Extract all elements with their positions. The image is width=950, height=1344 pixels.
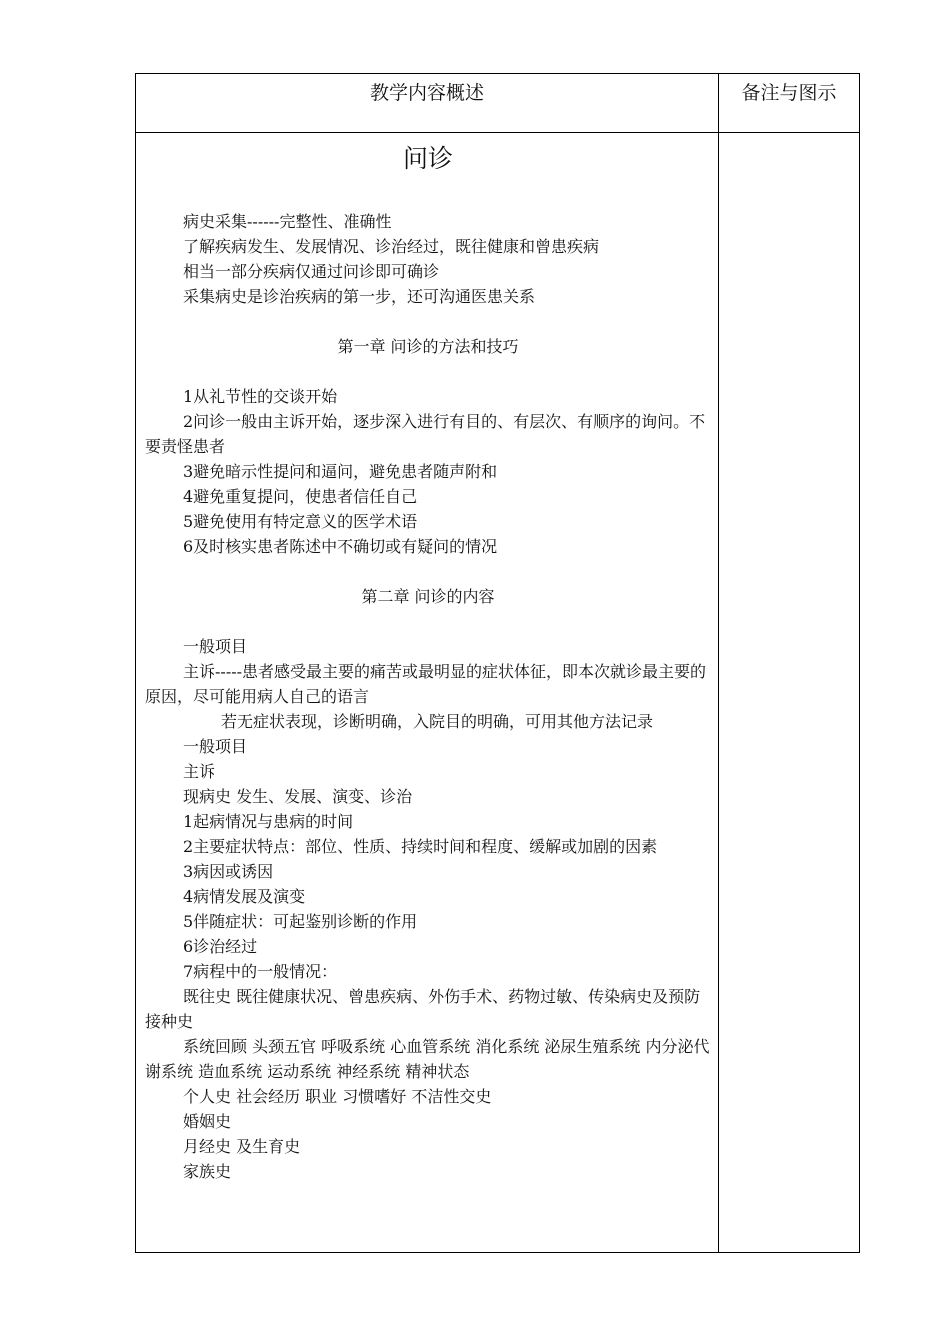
chapter1-item: 3避免暗示性提问和逼问，避免患者随声附和 xyxy=(183,462,498,481)
chapter1-item: 4避免重复提问，使患者信任自己 xyxy=(183,487,418,506)
intro-line: 采集病史是诊治疾病的第一步，还可沟通医患关系 xyxy=(183,287,536,306)
chapter2-item: 6诊治经过 xyxy=(183,937,258,956)
chapter2-item: 月经史 及生育史 xyxy=(183,1137,301,1156)
chapter2-item: 现病史 发生、发展、演变、诊治 xyxy=(183,787,413,806)
chapter2-item: 1起病情况与患病的时间 xyxy=(183,812,354,831)
chapter2-item: 个人史 社会经历 职业 习惯嗜好 不洁性交史 xyxy=(183,1087,492,1106)
chapter2-item: 系统回顾 头颈五官 呼吸系统 心血管系统 消化系统 泌尿生殖系统 内分泌代谢系统 造血系统 运动系统 神经系统 精神状态 xyxy=(145,1037,710,1081)
chapter2-item: 4病情发展及演变 xyxy=(183,887,306,906)
chapter2-item: 一般项目 xyxy=(183,737,248,756)
chapter2-item: 既往史 既往健康状况、曾患疾病、外伤手术、药物过敏、传染病史及预防接种史 xyxy=(145,987,701,1031)
header-notes-figures: 备注与图示 xyxy=(741,82,837,104)
column-divider xyxy=(718,74,719,1252)
chapter1-heading: 第一章 问诊的方法和技巧 xyxy=(337,337,519,356)
chapter2-para: 若无症状表现，诊断明确，入院目的明确，可用其他方法记录 xyxy=(221,712,654,731)
chapter1-item: 5避免使用有特定意义的医学术语 xyxy=(183,512,418,531)
page-title: 问诊 xyxy=(402,144,453,173)
chapter2-item: 3病因或诱因 xyxy=(183,862,274,881)
chapter2-heading: 第二章 问诊的内容 xyxy=(361,587,495,606)
chapter2-item: 主诉 xyxy=(183,762,216,781)
chapter1-item: 1从礼节性的交谈开始 xyxy=(183,387,338,406)
chapter2-item: 2主要症状特点：部位、性质、持续时间和程度、缓解或加剧的因素 xyxy=(183,837,658,856)
chapter2-item: 5伴随症状：可起鉴别诊断的作用 xyxy=(183,912,418,931)
header-content-summary: 教学内容概述 xyxy=(369,82,484,104)
chapter2-para: 一般项目 xyxy=(183,637,248,656)
chapter2-para: 主诉-----患者感受最主要的痛苦或最明显的症状体征，即本次就诊最主要的原因，尽可能用病人自己的语言 xyxy=(145,662,707,706)
chapter2-item: 7病程中的一般情况： xyxy=(183,962,338,981)
intro-line: 相当一部分疾病仅通过问诊即可确诊 xyxy=(183,262,440,281)
chapter2-item: 家族史 xyxy=(183,1162,232,1181)
chapter1-item: 6及时核实患者陈述中不确切或有疑问的情况 xyxy=(183,537,498,556)
lesson-table xyxy=(135,73,860,1253)
intro-line: 了解疾病发生、发展情况、诊治经过，既往健康和曾患疾病 xyxy=(183,237,600,256)
content-cell xyxy=(145,140,711,1184)
chapter2-item: 婚姻史 xyxy=(183,1112,232,1131)
intro-line: 病史采集------完整性、准确性 xyxy=(183,212,392,231)
chapter1-item: 2问诊一般由主诉开始，逐步深入进行有目的、有层次、有顺序的询问。不要责怪患者 xyxy=(145,412,706,456)
